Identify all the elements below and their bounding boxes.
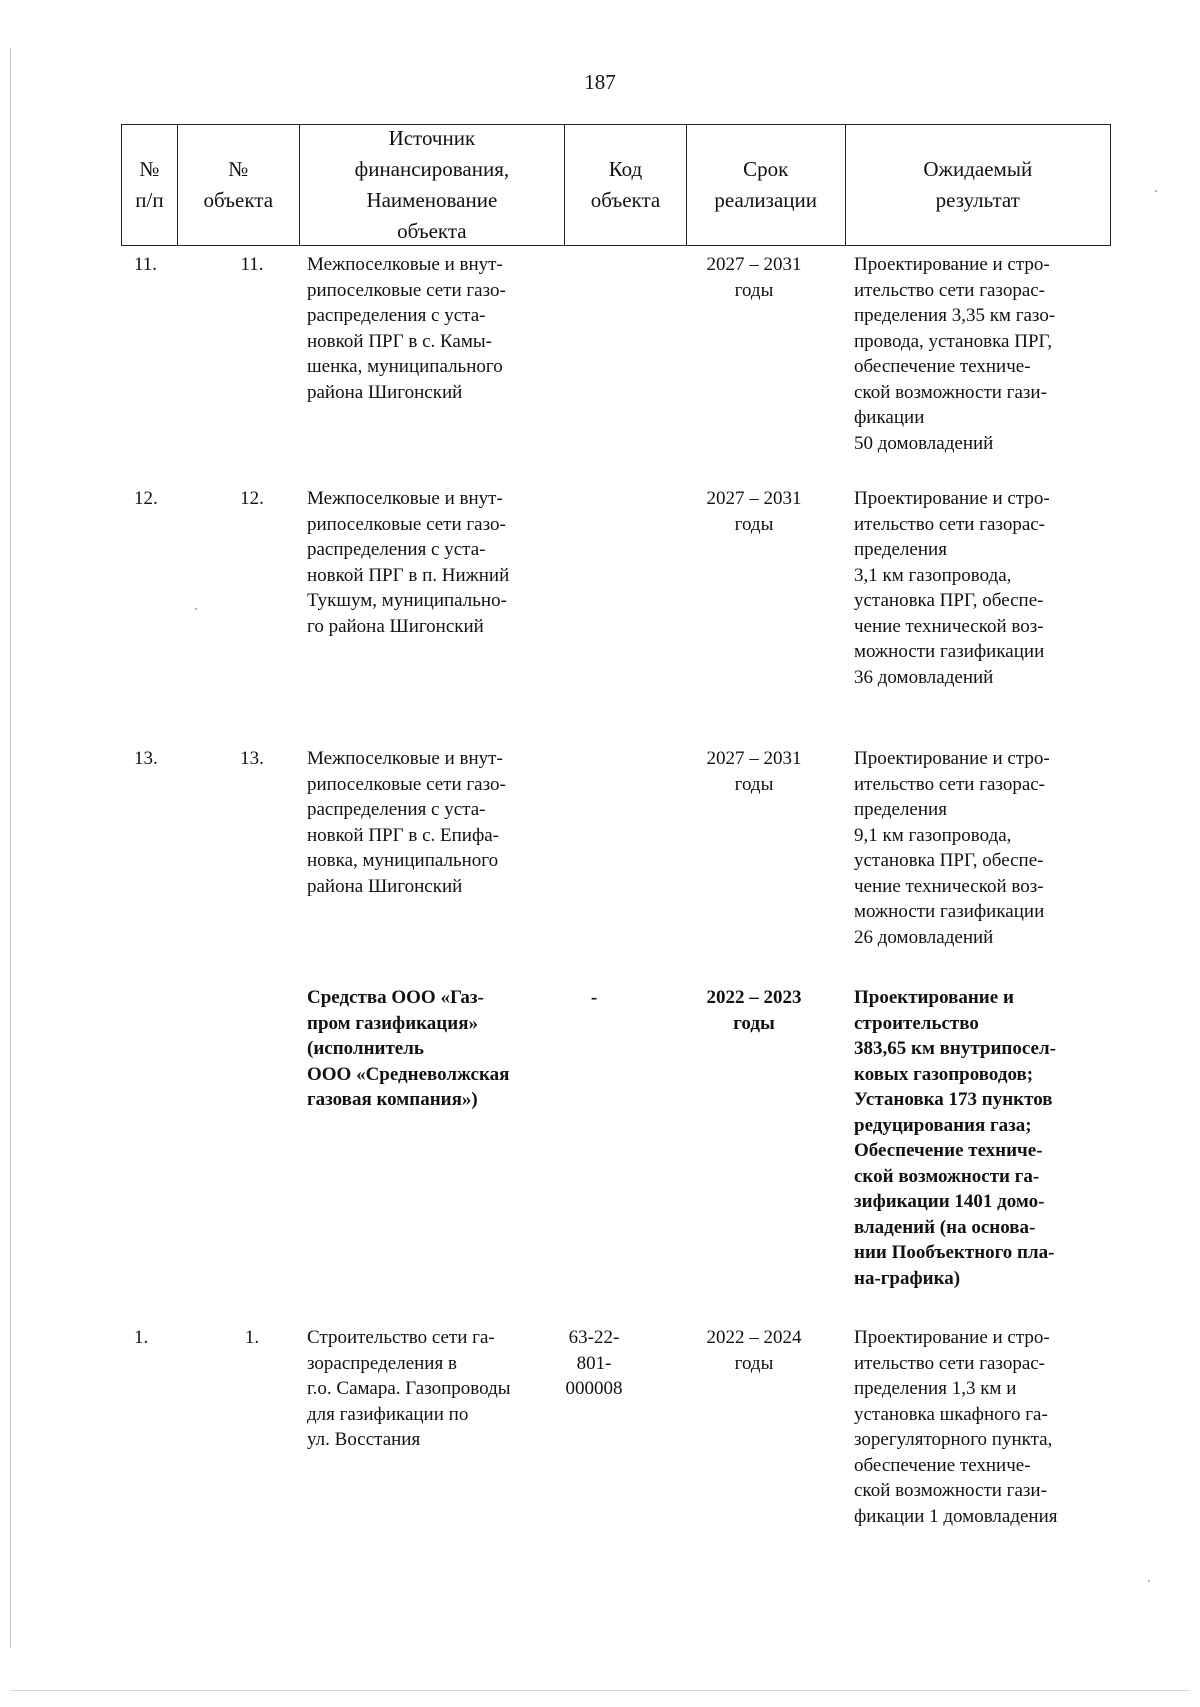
object-name: Межпоселковые и внут- рипоселковые сети газо- распределения с уста- новкой ПРГ в с. Епифа- новка, муниципального района Шигонский: [307, 748, 506, 897]
row-number: 11.: [134, 254, 158, 275]
implementation-period: 2022 – 2023 годы: [706, 987, 802, 1034]
object-name: Строительство сети га- зораспределения в г.о. Самара. Газопроводы для газификации по ул. Восстания: [307, 1327, 511, 1450]
row-number: 12.: [134, 488, 158, 509]
header-result: Ожидаемый результат: [923, 157, 1033, 212]
object-number: 13.: [240, 748, 264, 769]
page-number: 187: [584, 70, 616, 94]
scan-speck: [195, 608, 197, 610]
expected-result: Проектирование и стро- ительство сети газорас- пределения 9,1 км газопровода, установка ПРГ, обеспе- чение технической воз- можности газификации 26 домовладений: [854, 748, 1050, 948]
implementation-period: 2022 – 2024 годы: [706, 1327, 802, 1374]
funding-source-name: Средства ООО «Газ- пром газификация» (исполнитель ООО «Средневолжская газовая компания»): [307, 987, 510, 1110]
header-object-code: Код объекта: [565, 125, 687, 245]
expected-result: Проектирование и стро- ительство сети газорас- пределения 3,1 км газопровода, установка ПРГ, обеспе- чение технической воз- можности газификации 36 домовладений: [854, 488, 1050, 688]
implementation-period: 2027 – 2031 годы: [706, 748, 802, 795]
header-object-number: № объекта: [178, 125, 300, 245]
row-number: 13.: [134, 748, 158, 769]
table-header: [121, 124, 1111, 246]
expected-result: Проектирование и стро- ительство сети газорас- пределения 1,3 км и установка шкафного га- зорегуляторного пункта, обеспечение техниче- ской возможности гази- фикации 1 домовладения: [854, 1327, 1058, 1527]
object-code: -: [590, 987, 598, 1008]
scan-edge: [10, 48, 11, 1648]
row-number: 1.: [134, 1327, 149, 1348]
object-number: 1.: [244, 1327, 260, 1348]
expected-result: Проектирование и строительство 383,65 км внутрипосел- ковых газопроводов; Установка 173 пунктов редуцирования газа; Обеспечение техниче- ской возможности га- зификации 1401 домо- владений (на основа- нии Пообъектного пла- на-графика): [854, 987, 1056, 1289]
expected-result: Проектирование и стро- ительство сети газорас- пределения 3,35 км газо- провода, установка ПРГ, обеспечение техниче- ской возможности гази- фикации 50 домовладений: [854, 254, 1056, 454]
scan-edge: [10, 1690, 1190, 1691]
implementation-period: 2027 – 2031 годы: [706, 254, 802, 301]
scan-speck: [1155, 190, 1157, 192]
header-period: Срок реализации: [687, 125, 846, 245]
implementation-period: 2027 – 2031 годы: [706, 488, 802, 535]
object-number: 11.: [240, 254, 264, 275]
header-row-number: № п/п: [122, 125, 178, 245]
header-source-name: Источник финансирования, Наименование объекта: [300, 125, 565, 245]
object-number: 12.: [240, 488, 264, 509]
object-name: Межпоселковые и внут- рипоселковые сети газо- распределения с уста- новкой ПРГ в с. Камы- шенка, муниципального района Шигонский: [307, 254, 506, 403]
object-name: Межпоселковые и внут- рипоселковые сети газо- распределения с уста- новкой ПРГ в п. Нижний Тукшум, муниципально- го района Шигонский: [307, 488, 510, 637]
scan-speck: [1148, 1580, 1150, 1582]
object-code: 63-22- 801- 000008: [565, 1327, 623, 1399]
